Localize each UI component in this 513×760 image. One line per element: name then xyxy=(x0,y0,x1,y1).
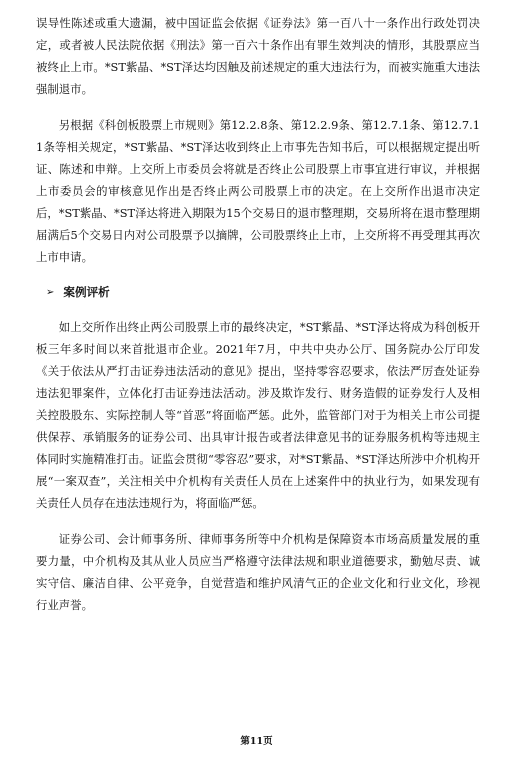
section-heading-case-review xyxy=(36,280,480,304)
arrow-bullet-icon: ➢ xyxy=(46,286,55,298)
paragraph-delisting-basis: 误导性陈述或重大遗漏，被中国证监会依据《证券法》第一百八十一条作出行政处罚决定，或者被人民法院依据《刑法》第一百六十条作出有罪生效判决的情形，其股票应当被终止上市。*ST紫晶、*ST泽达均因触及前述规定的重大违法行为，而被实施重大违法强制退市。 xyxy=(36,16,480,96)
paragraph-intermediaries: 证券公司、会计师事务所、律师事务所等中介机构是保障资本市场高质量发展的重要力量，中介机构及其从业人员应当严格遵守法律法规和职业道德要求，勤勉尽责、诚实守信、廉洁自律、公平竞争，自觉营造和维护风清气正的企业文化和行业文化，珍视行业声誉。 xyxy=(36,532,480,612)
page-content xyxy=(36,12,480,616)
paragraph-case-review: 如上交所作出终止两公司股票上市的最终决定，*ST紫晶、*ST泽达将成为科创板开板三年多时间以来首批退市企业。2021年7月，中共中央办公厅、国务院办公厅印发《关于依法从严打击证券违法活动的意见》提出，坚持零容忍要求，依法严厉查处证券违法犯罪案件，立体化打击证券违法活动。涉及欺诈发行、财务造假的证券发行人及相关控股股东、实际控制人等“首恶”将面临严惩。此外，监管部门对于为相关上市公司提供保荐、承销服务的证券公司、出具审计报告或者法律意见书的证券服务机构等违规主体同时实施精准打击。证监会贯彻“零容忍”要求，对*ST紫晶、*ST泽达所涉中介机构开展“一案双查”，关注相关中介机构有关责任人员在上述案件中的执业行为，如果发现有关责任人员存在违法违规行为，将面临严惩。 xyxy=(36,320,480,510)
section-heading-text: 案例评析 xyxy=(63,285,110,299)
page-number: 第11页 xyxy=(240,736,273,747)
paragraph-delisting-procedure: 另根据《科创板股票上市规则》第12.2.8条、第12.2.9条、第12.7.1条、第12.7.11条等相关规定，*ST紫晶、*ST泽达收到终止上市事先告知书后，可以根据规定提出听证、陈述和申辩。上交所上市委员会将就是否终止公司股票上市事宜进行审议，并根据上市委员会的审核意见作出是否终止两公司股票上市的决定。在上交所作出退市决定后，*ST紫晶、*ST泽达将进入期限为15个交易日的退市整理期，交易所将在退市整理期届满后5个交易日内对公司股票予以摘牌，公司股票终止上市，上交所将不再受理其再次上市申请。 xyxy=(36,118,480,264)
